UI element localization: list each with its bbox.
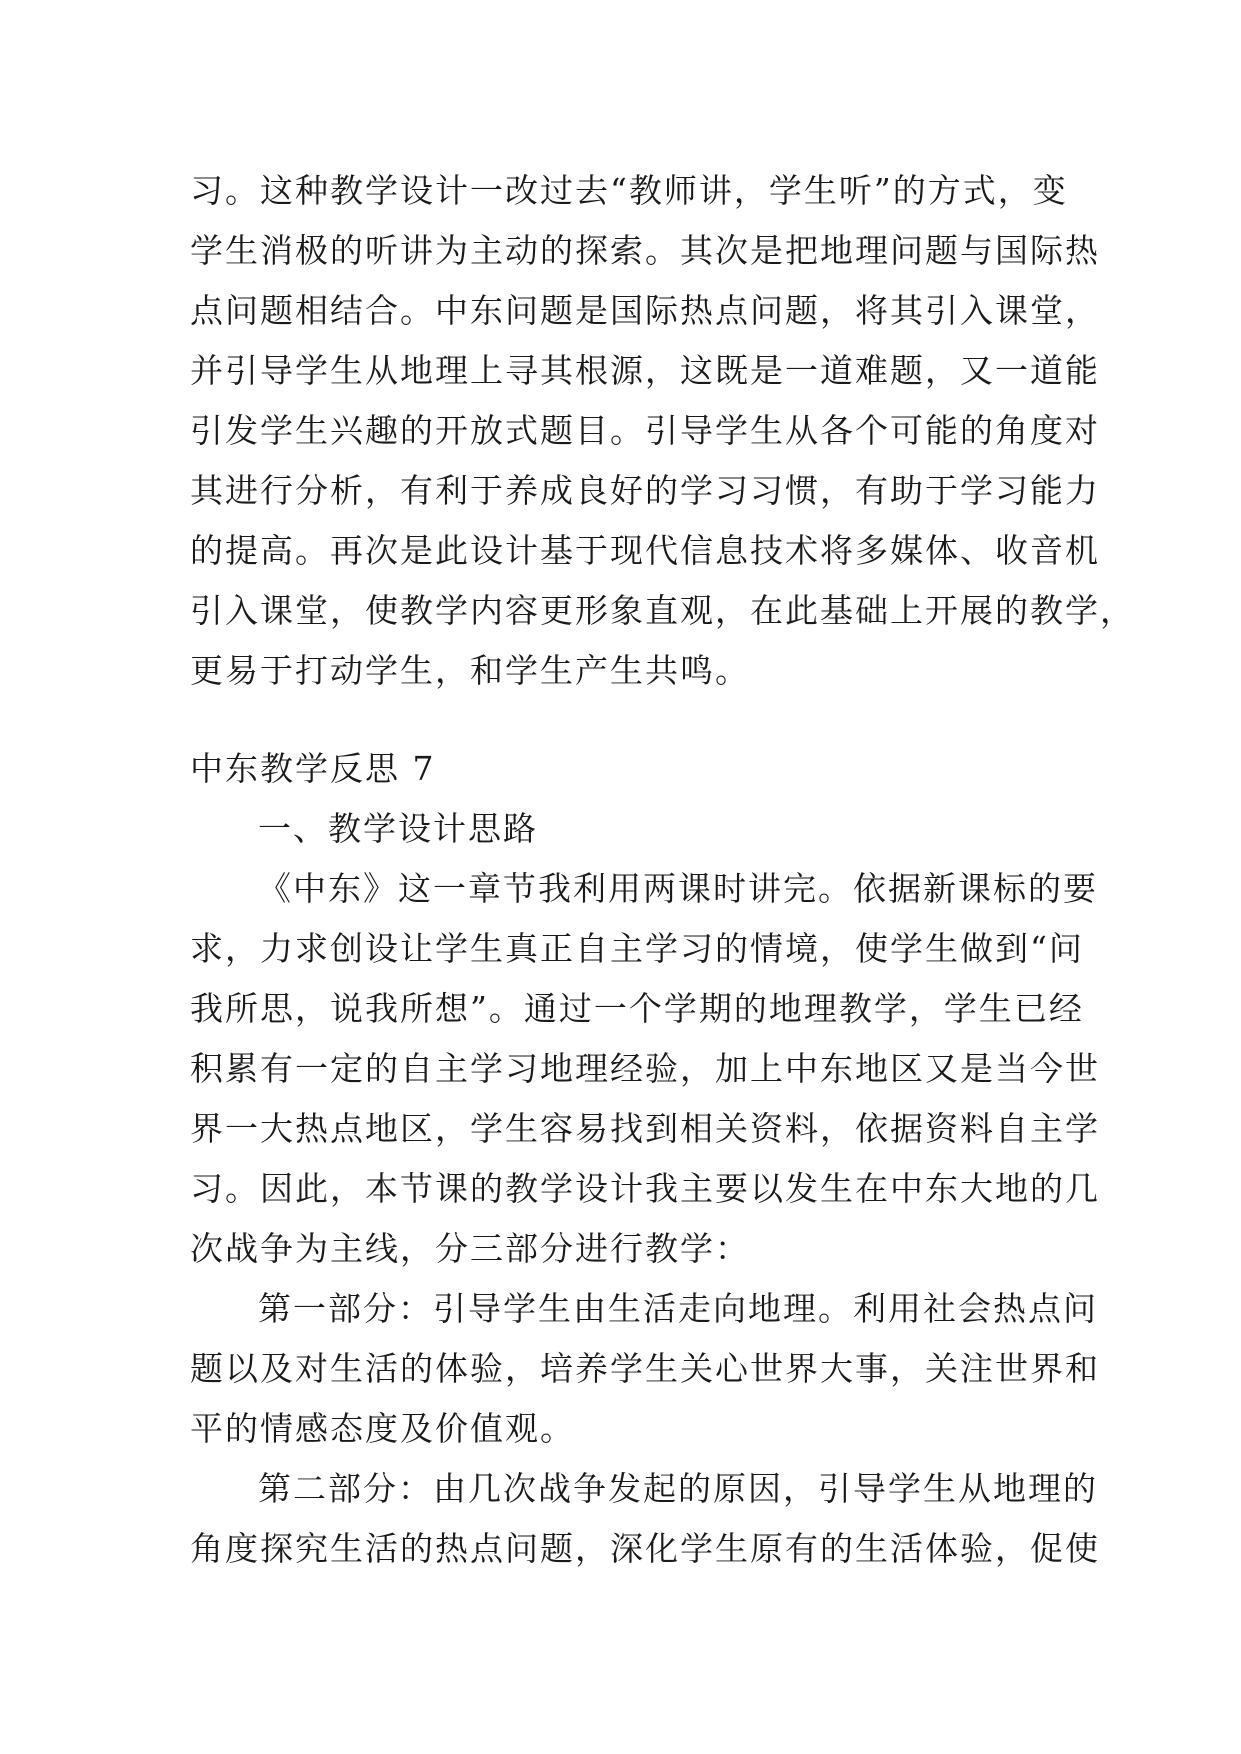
text-line: 求，力求创设让学生真正自主学习的情境，使学生做到“问 [190,929,1084,968]
text-line: 角度探究生活的热点问题，深化学生原有的生活体验，促使 [190,1529,1100,1568]
text-line: 习。这种教学设计一改过去“教师讲，学生听”的方式，变 [190,171,1068,210]
text-line: 更易于打动学生，和学生产生共鸣。 [190,651,750,690]
text-line: 其进行分析，有利于养成良好的学习习惯，有助于学习能力 [190,471,1100,510]
section-title: 中东教学反思 7 [190,749,436,788]
text-line: 平的情感态度及价值观。 [190,1409,575,1448]
text-line: 点问题相结合。中东问题是国际热点问题，将其引入课堂， [190,291,1100,330]
text-line: 我所思，说我所想”。通过一个学期的地理教学，学生已经 [190,989,1084,1028]
subheading: 一、教学设计思路 [258,809,538,848]
text-line: 第一部分：引导学生由生活走向地理。利用社会热点问 [258,1289,1098,1328]
text-line: 引入课堂，使教学内容更形象直观，在此基础上开展的教学， [190,591,1135,630]
paragraph-part-one [190,1279,1100,1459]
text-line: 《中东》这一章节我利用两课时讲完。依据新课标的要 [258,869,1098,908]
text-line: 第二部分：由几次战争发起的原因，引导学生从地理的 [258,1469,1098,1508]
text-line: 的提高。再次是此设计基于现代信息技术将多媒体、收音机 [190,531,1100,570]
paragraph-intro [190,859,1100,1279]
section-reflection-7 [190,739,1100,1579]
text-line: 学生消极的听讲为主动的探索。其次是把地理问题与国际热 [190,231,1100,270]
text-line: 次战争为主线，分三部分进行教学： [190,1229,750,1268]
text-line: 界一大热点地区，学生容易找到相关资料，依据资料自主学 [190,1109,1100,1148]
paragraph-continued [190,161,1135,701]
text-line: 引发学生兴趣的开放式题目。引导学生从各个可能的角度对 [190,411,1100,450]
text-line: 题以及对生活的体验，培养学生关心世界大事，关注世界和 [190,1349,1100,1388]
text-line: 并引导学生从地理上寻其根源，这既是一道难题，又一道能 [190,351,1100,390]
text-line: 习。因此，本节课的教学设计我主要以发生在中东大地的几 [190,1169,1100,1208]
paragraph-part-two [190,1459,1100,1579]
text-line: 积累有一定的自主学习地理经验，加上中东地区又是当今世 [190,1049,1100,1088]
